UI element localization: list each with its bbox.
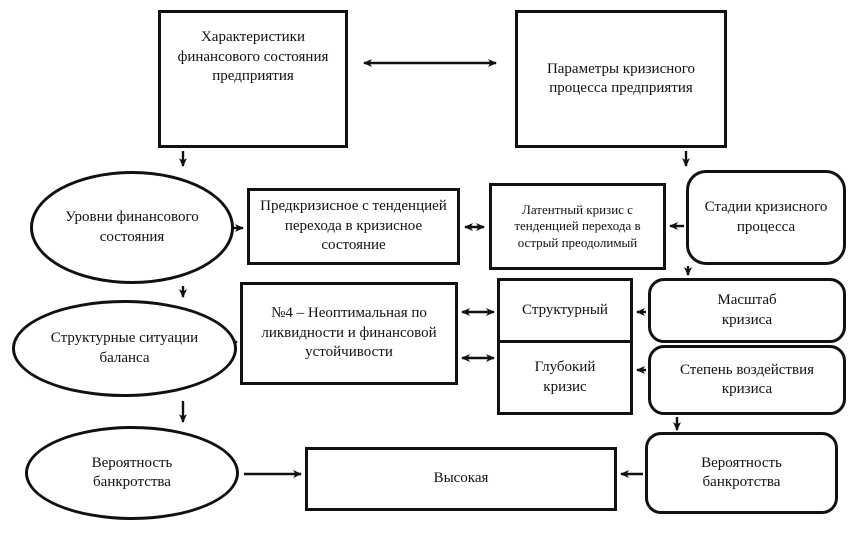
node-bankruptcy-right-label: Вероятность банкротства xyxy=(701,454,782,490)
node-impact-label: Степень воздействия кризиса xyxy=(680,361,814,397)
node-structural-situations xyxy=(12,300,237,397)
node-characteristics-label: Характеристики финансового состояния предприятия xyxy=(177,29,329,84)
node-structural-situations-label: Структурные ситуации баланса xyxy=(50,330,199,366)
node-scale-label: Масштаб кризиса xyxy=(717,292,777,328)
node-levels-label: Уровни финансового состояния xyxy=(65,209,199,245)
node-stages xyxy=(686,170,846,265)
node-levels xyxy=(30,171,234,284)
node-bankruptcy-left-label: Вероятность банкротства xyxy=(91,454,173,490)
node-characteristics xyxy=(158,10,348,148)
node-high-label: Высокая xyxy=(433,470,489,487)
node-crisis-types-group xyxy=(497,278,633,415)
node-structural-crisis-label: Структурный xyxy=(522,301,608,318)
node-deep-crisis xyxy=(500,343,630,412)
node-deep-crisis-label: Глубокий кризис xyxy=(534,359,596,395)
node-latent-label: Латентный кризис с тенденцией перехода в острый преодолимый xyxy=(514,201,641,250)
node-high xyxy=(305,447,617,511)
node-bankruptcy-right xyxy=(645,432,838,514)
node-parameters xyxy=(515,10,727,148)
node-impact xyxy=(648,345,846,415)
node-precrisis xyxy=(247,188,460,265)
node-stages-label: Стадии кризисного процесса xyxy=(704,199,828,235)
node-precrisis-label: Предкризисное с тенденцией перехода в кризисное состояние xyxy=(260,198,447,254)
node-n4 xyxy=(240,282,458,385)
node-parameters-label: Параметры кризисного процесса предприятия xyxy=(546,60,696,96)
node-n4-label: №4 – Неоптимальная по ликвидности и финансовой устойчивости xyxy=(261,305,437,361)
node-bankruptcy-left xyxy=(25,426,239,520)
node-structural-crisis xyxy=(500,281,630,343)
node-latent xyxy=(489,183,666,270)
node-scale xyxy=(648,278,846,343)
